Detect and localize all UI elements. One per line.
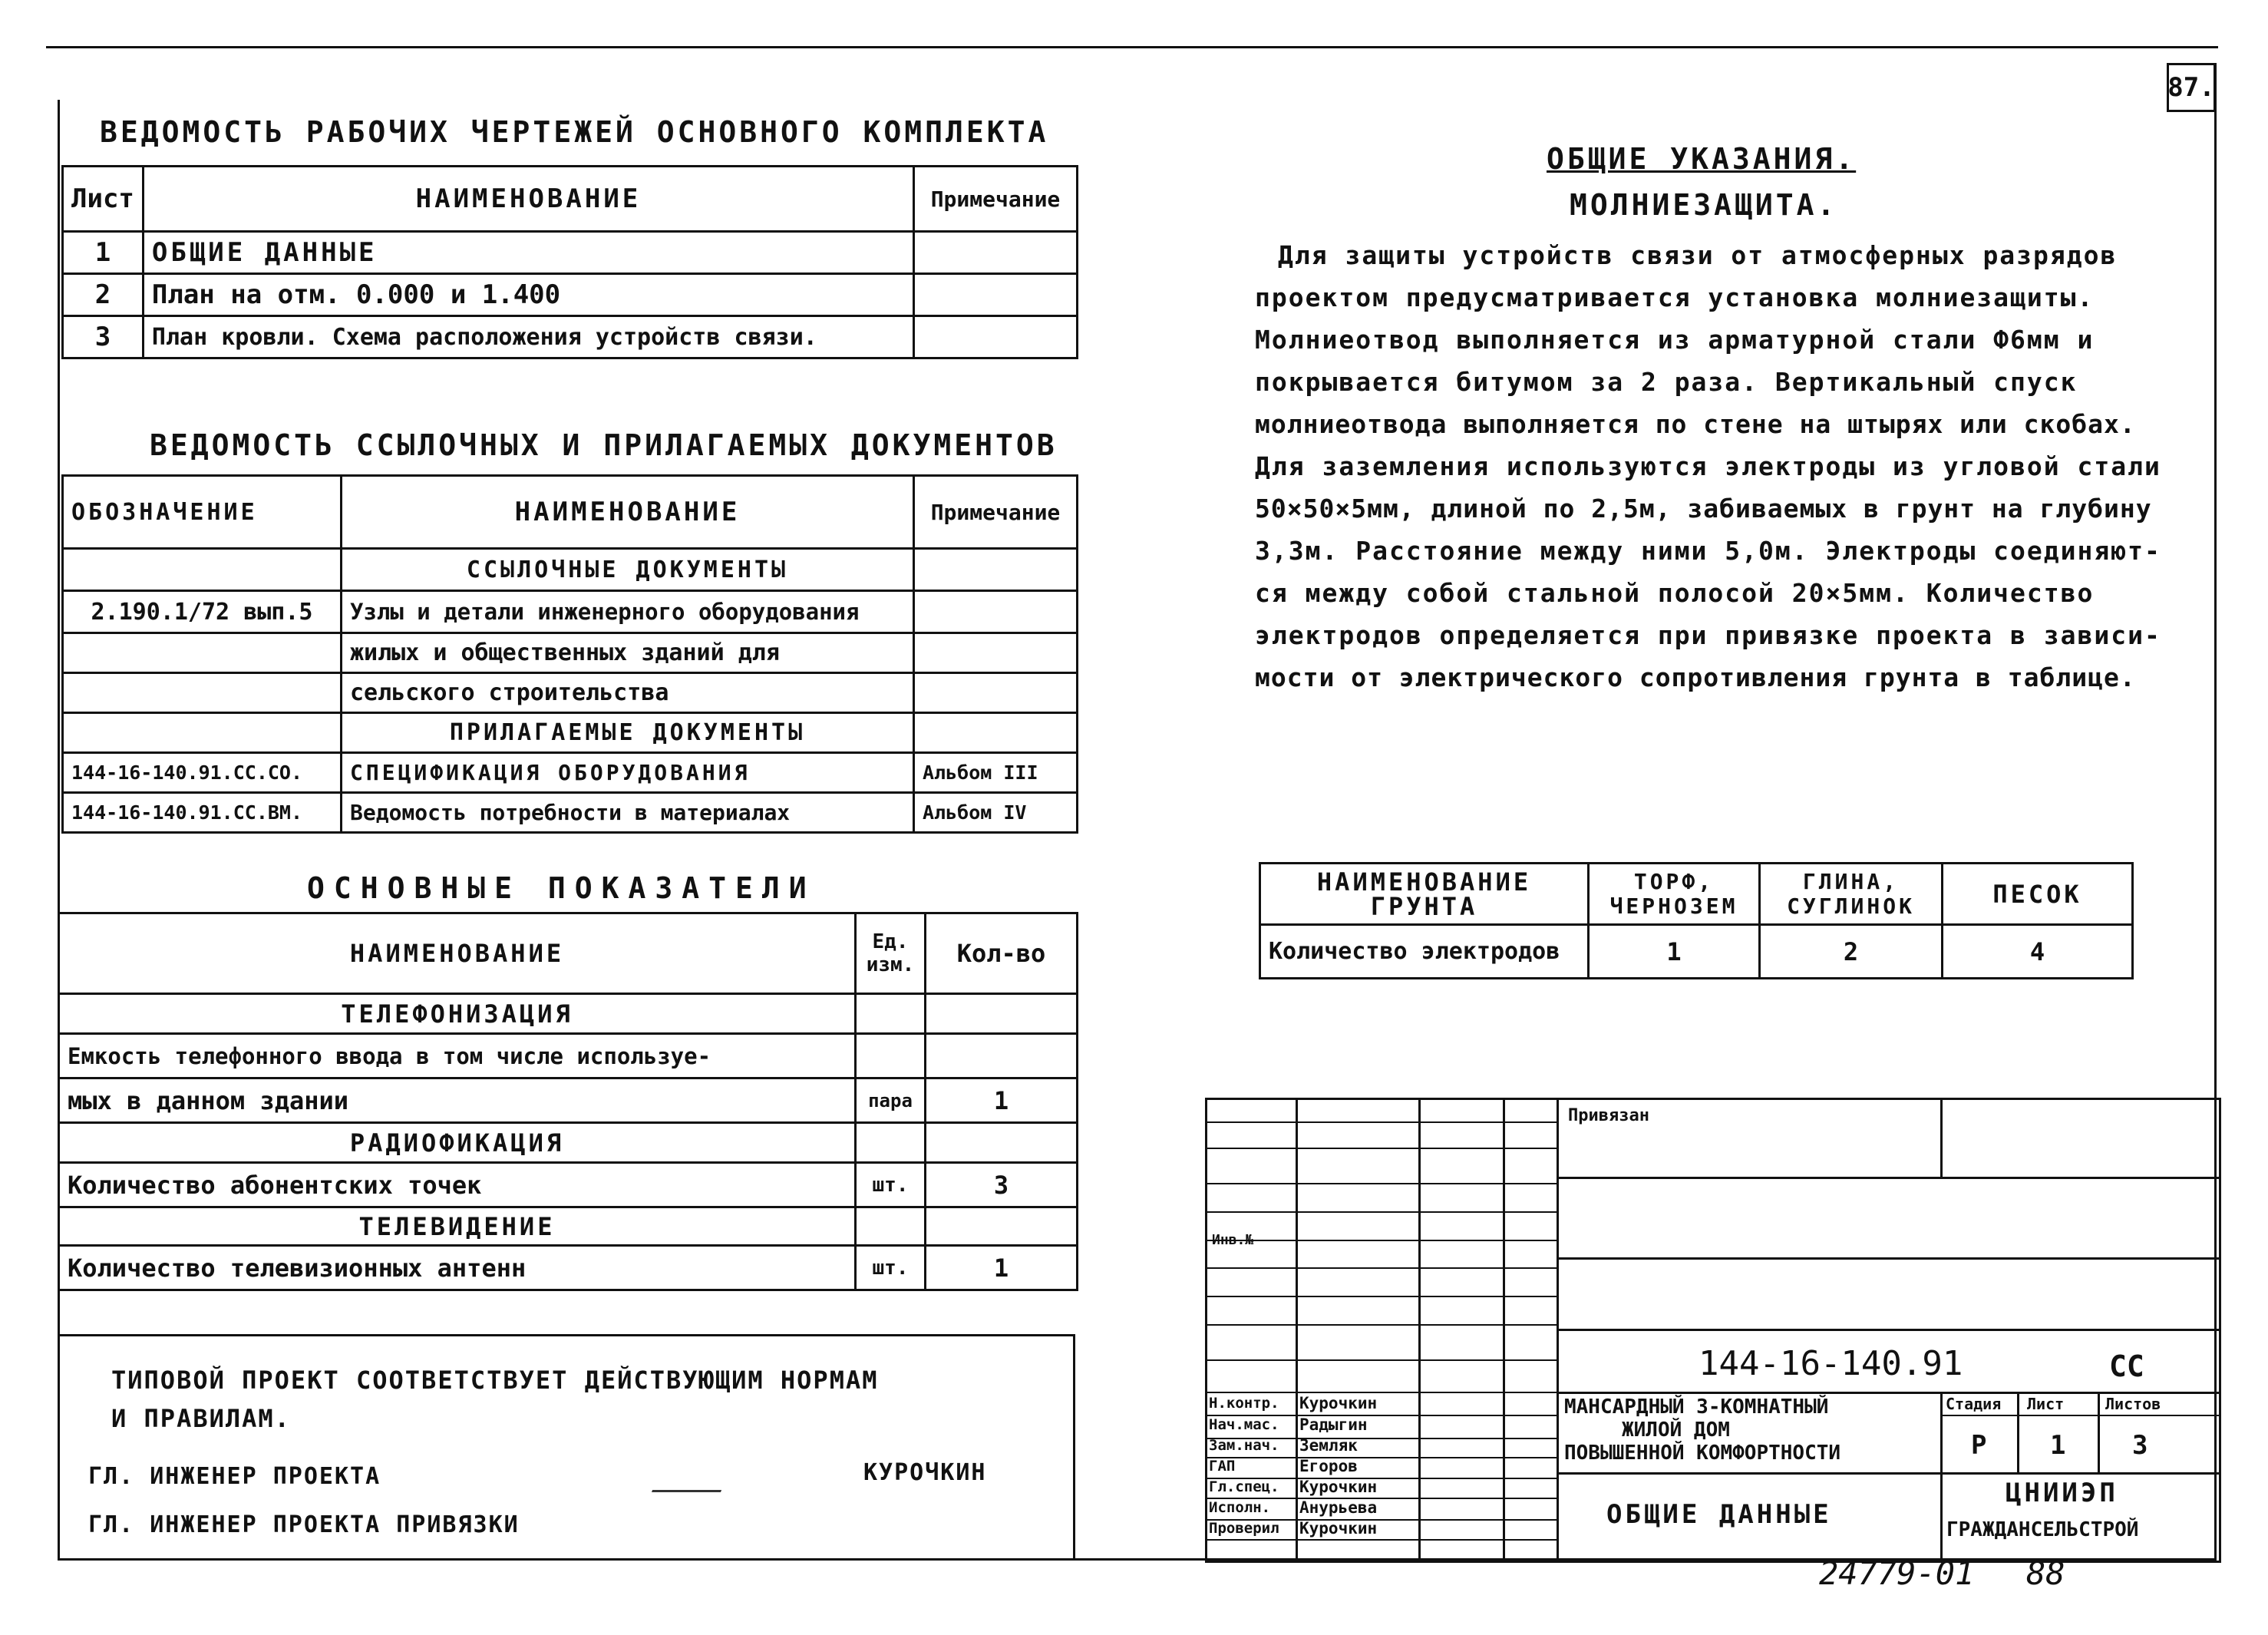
grid-line: [1940, 1100, 1943, 1177]
indicator-qty: 1: [926, 1078, 1078, 1123]
section-television: ТЕЛЕВИДЕНИЕ: [59, 1207, 856, 1246]
grid-line: [1296, 1100, 1298, 1561]
grid-line: [1207, 1359, 1557, 1361]
archive-sheet: 88: [2026, 1554, 2065, 1592]
header-note: Примечание: [914, 476, 1078, 549]
person-name: Земляк: [1299, 1436, 1358, 1455]
doc-code: 2.190.1/72 вып.5: [63, 591, 342, 633]
drawing-title: ОБЩИЕ ДАННЫЕ: [1606, 1499, 1832, 1530]
sheet-name: ОБЩИЕ ДАННЫЕ: [143, 232, 913, 274]
table-row: [59, 1034, 1078, 1078]
sheet-number: 2: [63, 274, 144, 316]
person-name: Курочкин: [1299, 1394, 1378, 1412]
soil-row-label: Количество электродов: [1260, 925, 1589, 979]
indicator-qty: 1: [926, 1246, 1078, 1290]
notes-line: проектом предусматривается установка молниезащиты.: [1255, 282, 2095, 312]
grid-line: [1418, 1100, 1421, 1561]
binding-label: Привязан: [1568, 1106, 1649, 1125]
indicator-name: мых в данном здании: [59, 1078, 856, 1123]
compliance-line-1: ТИПОВОЙ ПРОЕКТ СООТВЕТСТВУЕТ ДЕЙСТВУЮЩИМ НОРМАМ: [111, 1366, 879, 1395]
stage-value: Р: [1971, 1430, 1987, 1461]
sheet-note: [914, 232, 1078, 274]
table-row: [63, 232, 1078, 274]
indicator-unit: шт.: [856, 1246, 926, 1290]
stage-label: Стадия: [1946, 1395, 2002, 1413]
header-name: НАИМЕНОВАНИЕ: [59, 913, 856, 994]
notes-line: электродов определяется при привязке проекта в зависи-: [1255, 620, 2161, 650]
notes-body: [1255, 234, 2195, 699]
table-row: [59, 1246, 1078, 1290]
indicator-unit: пара: [856, 1078, 926, 1123]
doc-note: [914, 591, 1078, 633]
doc-name: жилых и общественных зданий для: [342, 633, 914, 673]
doc-name: Ведомость потребности в материалах: [342, 793, 914, 833]
table-row: [59, 1163, 1078, 1207]
section-reference-documents: ССЫЛОЧНЫЕ ДОКУМЕНТЫ: [342, 549, 914, 591]
indicator-name: Емкость телефонного ввода в том числе используе-: [59, 1034, 856, 1078]
doc-note: [914, 633, 1078, 673]
grid-line: [1207, 1240, 1557, 1241]
table-row: [63, 274, 1078, 316]
table-row: [63, 793, 1078, 833]
binding-engineer-label: ГЛ. ИНЖЕНЕР ПРОЕКТА ПРИВЯЗКИ: [88, 1511, 520, 1538]
role-label: Гл.спец.: [1209, 1478, 1279, 1495]
soil-value-sand: 4: [1943, 925, 2133, 979]
person-name: Егоров: [1299, 1457, 1358, 1475]
grid-line: [2017, 1392, 2019, 1472]
grid-line: [1557, 1329, 2219, 1331]
soil-header-name: НАИМЕНОВАНИЕ ГРУНТА: [1260, 864, 1589, 925]
notes-subtitle: МОЛНИЕЗАЩИТА.: [1570, 188, 1838, 222]
soil-header-clay: ГЛИНА, СУГЛИНОК: [1760, 864, 1943, 925]
table-row: [63, 316, 1078, 358]
sheet-number: 3: [63, 316, 144, 358]
notes-line: Молниеотвод выполняется из арматурной стали Ф6мм и: [1255, 325, 2095, 355]
archive-number: 24779-01: [1819, 1554, 1975, 1592]
notes-line: молниеотвода выполняется по стене на штырях или скобах.: [1255, 409, 2136, 439]
soil-header-sand: ПЕСОК: [1943, 864, 2133, 925]
doc-name: СПЕЦИФИКАЦИЯ ОБОРУДОВАНИЯ: [342, 753, 914, 793]
table-row: [59, 1078, 1078, 1123]
doc-name: Узлы и детали инженерного оборудования: [342, 591, 914, 633]
compliance-block: [58, 1334, 1075, 1561]
signature-names: [1299, 1393, 1377, 1539]
notes-line: Для защиты устройств связи от атмосферных разрядов: [1278, 240, 2118, 270]
doc-code: 144-16-140.91.СС.ВМ.: [63, 793, 342, 833]
sheet-name: План на отм. 0.000 и 1.400: [143, 274, 913, 316]
header-name: НАИМЕНОВАНИЕ: [342, 476, 914, 549]
grid-line: [1557, 1392, 2219, 1394]
grid-line: [1207, 1324, 1557, 1326]
indicator-name: Количество телевизионных антенн: [59, 1246, 856, 1290]
table-row: [63, 633, 1078, 673]
object-title-3: ПОВЫШЕННОЙ КОМФОРТНОСТИ: [1564, 1442, 1841, 1465]
doc-note: [914, 673, 1078, 713]
object-title-2: ЖИЛОЙ ДОМ: [1622, 1419, 1730, 1442]
indicator-name: Количество абонентских точек: [59, 1163, 856, 1207]
grid-line: [1557, 1177, 2219, 1179]
indicator-qty: [926, 1034, 1078, 1078]
header-name: НАИМЕНОВАНИЕ: [143, 167, 913, 232]
notes-line: 3,3м. Расстояние между ними 5,0м. Электроды соединяют-: [1255, 536, 2161, 566]
compliance-line-2: И ПРАВИЛАМ.: [111, 1404, 291, 1433]
doc-code: 144-16-140.91.СС.СО.: [63, 753, 342, 793]
soil-value-clay: 2: [1760, 925, 1943, 979]
section-attached-documents: ПРИЛАГАЕМЫЕ ДОКУМЕНТЫ: [342, 713, 914, 753]
drawings-list-title: ВЕДОМОСТЬ РАБОЧИХ ЧЕРТЕЖЕЙ ОСНОВНОГО КОМПЛЕКТА: [100, 115, 1049, 149]
chief-engineer-name: КУРОЧКИН: [863, 1459, 987, 1486]
header-code: ОБОЗНАЧЕНИЕ: [63, 476, 342, 549]
grid-line: [1207, 1121, 1557, 1123]
grid-line: [1207, 1148, 1557, 1149]
role-label: Проверил: [1209, 1520, 1279, 1537]
notes-line: ся между собой стальной полосой 20×5мм. Количество: [1255, 578, 2095, 608]
grid-line: [1207, 1296, 1557, 1297]
section-radio: РАДИОФИКАЦИЯ: [59, 1123, 856, 1163]
notes-line: 50×50×5мм, длиной по 2,5м, забиваемых в грунт на глубину: [1255, 494, 2152, 524]
table-row: [1260, 925, 2133, 979]
sheets-value: 3: [2132, 1430, 2148, 1461]
role-label: Н.контр.: [1209, 1395, 1279, 1412]
header-unit: Ед. изм.: [856, 913, 926, 994]
indicators-title: ОСНОВНЫЕ ПОКАЗАТЕЛИ: [307, 871, 816, 905]
role-label: ГАП: [1209, 1458, 1236, 1475]
header-qty: Кол-во: [926, 913, 1078, 994]
section-telephony: ТЕЛЕФОНИЗАЦИЯ: [59, 994, 856, 1034]
header-sheet: Лист: [63, 167, 144, 232]
doc-code: [63, 633, 342, 673]
grid-line: [1557, 1257, 2219, 1260]
doc-code: [63, 673, 342, 713]
title-block: [1205, 1098, 2221, 1563]
person-name: Анурьева: [1299, 1498, 1378, 1517]
doc-note: Альбом IV: [914, 793, 1078, 833]
soil-header-peat: ТОРФ, ЧЕРНОЗЕМ: [1589, 864, 1760, 925]
notes-line: покрывается битумом за 2 раза. Вертикальный спуск: [1255, 367, 2078, 397]
person-name: Радыгин: [1299, 1415, 1368, 1434]
indicator-unit: шт.: [856, 1163, 926, 1207]
grid-line: [1940, 1392, 1943, 1561]
frame-top-line: [46, 46, 2218, 48]
drawings-list-table: [61, 165, 1078, 359]
indicators-table: [58, 912, 1078, 1291]
grid-line: [1940, 1415, 2219, 1416]
inv-label: Инв.№: [1212, 1232, 1254, 1248]
doc-note: Альбом III: [914, 753, 1078, 793]
sheet-note: [914, 274, 1078, 316]
role-label: Исполн.: [1209, 1499, 1271, 1516]
table-row: [63, 591, 1078, 633]
chief-engineer-label: ГЛ. ИНЖЕНЕР ПРОЕКТА: [88, 1463, 381, 1490]
soil-table: [1259, 862, 2134, 979]
notes-line: Для заземления используются электроды из угловой стали: [1255, 451, 2161, 481]
project-code: 144-16-140.91: [1699, 1344, 1963, 1383]
header-note: Примечание: [914, 167, 1078, 232]
grid-line: [1207, 1183, 1557, 1184]
person-name: Курочкин: [1299, 1478, 1378, 1496]
sheet-value: 1: [2050, 1430, 2066, 1461]
grid-line: [2098, 1392, 2100, 1472]
sheet-number: 1: [63, 232, 144, 274]
role-label: Нач.мас.: [1209, 1416, 1279, 1433]
documents-list-title: ВЕДОМОСТЬ ССЫЛОЧНЫХ И ПРИЛАГАЕМЫХ ДОКУМЕНТОВ: [150, 428, 1058, 462]
grid-line: [1503, 1100, 1505, 1561]
grid-line: [1557, 1472, 2219, 1475]
table-row: [63, 673, 1078, 713]
page-number: 87.: [2167, 63, 2216, 112]
documents-list-table: [61, 474, 1078, 834]
signature-row: [1209, 1393, 1279, 1539]
soil-value-peat: 1: [1589, 925, 1760, 979]
organization-name-2: ГРАЖДАНСЕЛЬСТРОЙ: [1946, 1518, 2139, 1541]
sheet-name: План кровли. Схема расположения устройств связи.: [143, 316, 913, 358]
indicator-qty: 3: [926, 1163, 1078, 1207]
table-row: [63, 753, 1078, 793]
role-label: Зам.нач.: [1209, 1437, 1279, 1454]
grid-line: [1207, 1267, 1557, 1269]
sheets-label: Листов: [2105, 1395, 2161, 1413]
sheet-note: [914, 316, 1078, 358]
organization-name: ЦНИИЭП: [2006, 1478, 2118, 1508]
object-title-1: МАНСАРДНЫЙ 3-КОМНАТНЫЙ: [1564, 1396, 1829, 1419]
chief-engineer-signature: [652, 1467, 730, 1492]
notes-line: мости от электрического сопротивления грунта в таблице.: [1255, 662, 2136, 692]
drawing-mark: СС: [2109, 1349, 2144, 1383]
sheet-label: Лист: [2027, 1395, 2065, 1413]
grid-line: [1207, 1539, 1557, 1541]
grid-line: [1207, 1211, 1557, 1213]
notes-title: ОБЩИЕ УКАЗАНИЯ.: [1547, 142, 1857, 176]
person-name: Курочкин: [1299, 1519, 1378, 1538]
doc-name: сельского строительства: [342, 673, 914, 713]
indicator-unit: [856, 1034, 926, 1078]
